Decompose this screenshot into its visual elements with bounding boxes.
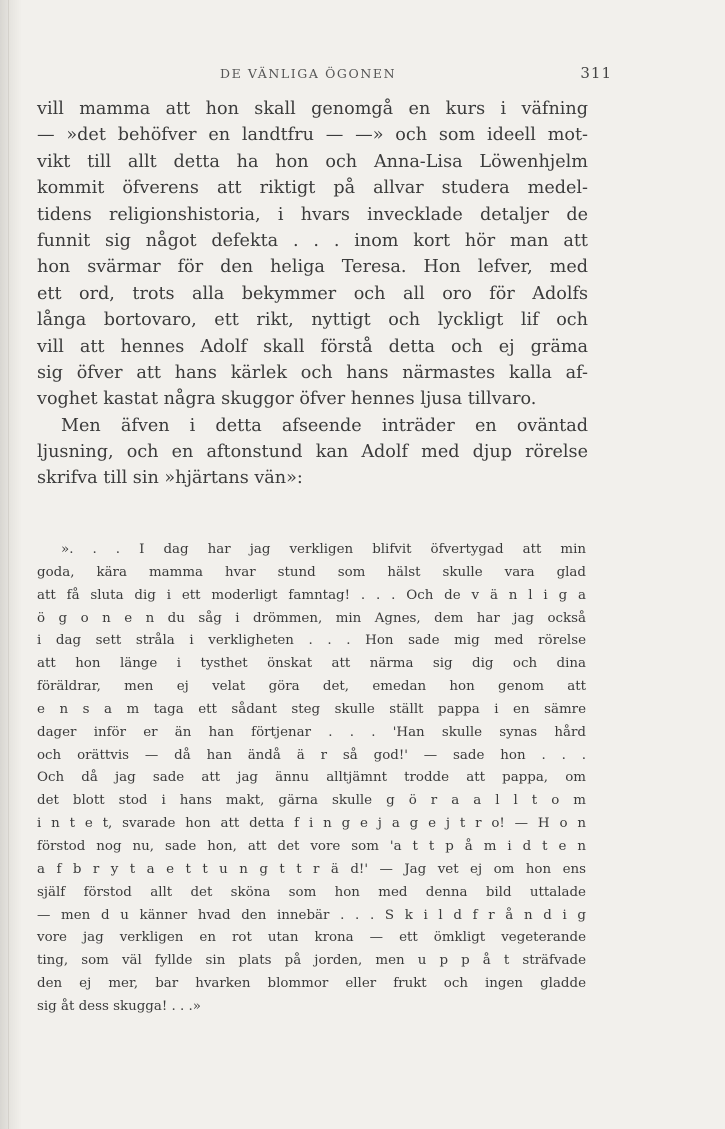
page-header <box>0 66 725 90</box>
letter-line: förstod nog nu, sade hon, att det vore som 'a t t p å m i d t e n <box>37 838 586 854</box>
letter-line: den ej mer, bar hvarken blommor eller frukt och ingen gladde <box>37 976 586 992</box>
body-line: tidens religionshistoria, i hvars invecklade detaljer de <box>37 204 588 225</box>
body-line: kommit öfverens att riktigt på allvar studera medel- <box>37 178 588 199</box>
letter-line: ». . . I dag har jag verkligen blifvit öfvertygad att min <box>61 542 586 557</box>
letter-line: i n t e t, svarade hon att detta f i n g e j a g e j t r o! — H o n <box>37 816 586 832</box>
gutter-edge <box>8 0 9 1129</box>
body-line: vikt till allt detta ha hon och Anna-Lisa Löwenhjelm <box>37 151 588 172</box>
body-line: — »det behöfver en landtfru — —» och som ideell mot- <box>37 125 588 146</box>
body-line: ett ord, trots alla bekymmer och all oro för Adolfs <box>37 283 588 304</box>
body-line: sig öfver att hans kärlek och hans närmastes kalla af- <box>37 362 588 383</box>
body-line: långa bortovaro, ett rikt, nyttigt och lyckligt lif och <box>37 310 588 331</box>
letter-line: och orättvis — då han ändå ä r så god!' — sade hon . . . <box>37 747 586 763</box>
letter-line: att hon länge i tysthet önskat att närma sig dig och dina <box>37 656 586 672</box>
letter-line: sig åt dess skugga! . . .» <box>37 998 201 1014</box>
page-number: 311 <box>580 64 612 82</box>
letter-line: föräldrar, men ej velat göra det, emedan hon genom att <box>37 679 586 695</box>
body-line: Men äfven i detta afseende inträder en oväntad <box>61 415 588 436</box>
body-line: voghet kastat några skuggor öfver hennes ljusa tillvaro. <box>37 389 537 410</box>
letter-line: e n s a m taga ett sådant steg skulle ställt pappa i en sämre <box>37 701 586 717</box>
letter-line: det blott stod i hans makt, gärna skulle g ö r a a l l t o m <box>37 793 586 809</box>
page-gutter <box>0 0 22 1129</box>
body-line: funnit sig något defekta . . . inom kort hör man att <box>37 230 588 251</box>
body-line: ljusning, och en aftonstund kan Adolf med djup rörelse <box>37 442 588 463</box>
letter-line: att få sluta dig i ett moderligt famntag! . . . Och de v ä n l i g a <box>37 587 586 603</box>
letter-line: goda, kära mamma hvar stund som hälst skulle vara glad <box>37 564 586 580</box>
letter-line: vore jag verkligen en rot utan krona — ett ömkligt vegeterande <box>37 930 586 946</box>
letter-line: i dag sett stråla i verkligheten . . . Hon sade mig med rörelse <box>37 633 586 649</box>
letter-line: ö g o n e n du såg i drömmen, min Agnes, dem har jag också <box>37 610 586 626</box>
letter-line: — men d u känner hvad den innebär . . . S k i l d f r å n d i g <box>37 907 586 923</box>
body-line: skrifva till sin »hjärtans vän»: <box>37 468 303 489</box>
body-line: vill mamma att hon skall genomgå en kurs i väfning <box>37 99 588 119</box>
letter-line: ting, som väl fyllde sin plats på jorden, men u p p å t sträfvade <box>37 953 586 969</box>
body-line: hon svärmar för den heliga Teresa. Hon lefver, med <box>37 257 588 278</box>
body-text <box>37 96 588 492</box>
body-line: vill att hennes Adolf skall förstå detta och ej gräma <box>37 336 588 357</box>
letter-line: dager inför er än han förtjenar . . . 'Han skulle synas hård <box>37 724 586 740</box>
running-head: DE VÄNLIGA ÖGONEN <box>220 66 397 81</box>
quoted-letter <box>37 539 586 1019</box>
letter-line: Och då jag sade att jag ännu alltjämnt trodde att pappa, om <box>37 770 586 786</box>
letter-line: a f b r y t a e t t u n g t t r ä d!' — Jag vet ej om hon ens <box>37 861 586 877</box>
letter-line: själf förstod allt det sköna som hon med denna bild uttalade <box>37 884 586 900</box>
